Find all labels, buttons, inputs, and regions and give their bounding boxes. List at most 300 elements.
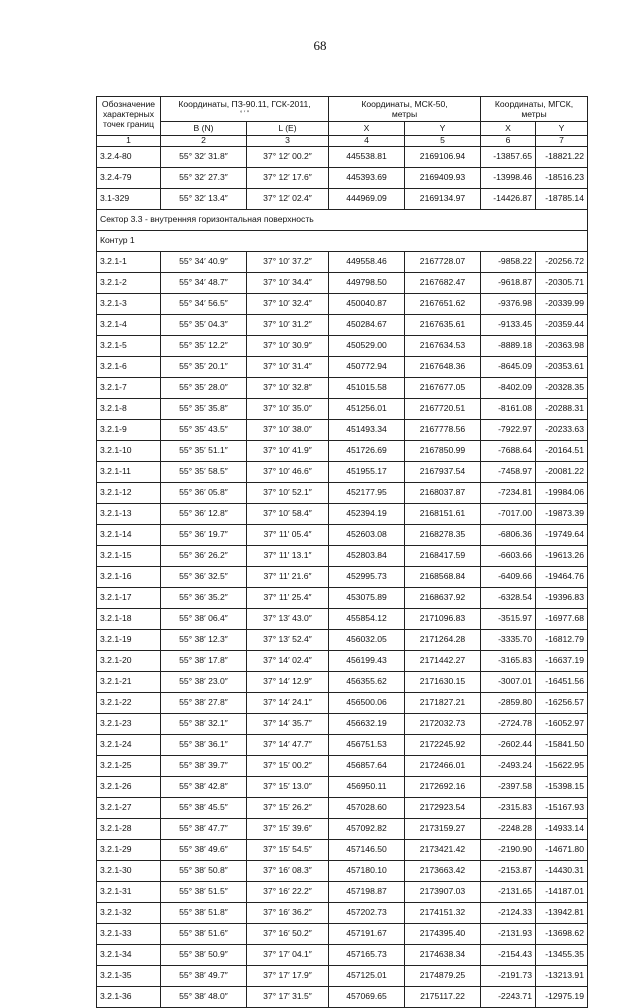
msk-x-cell: 450284.67 [329,314,405,335]
longitude-cell: 37° 12′ 00.2″ [247,146,329,167]
msk-x-cell: 452177.95 [329,482,405,503]
mgsk-y-cell: -16977.68 [536,608,588,629]
table-row [97,713,588,734]
mgsk-x-cell: -3335.70 [481,629,536,650]
mgsk-x-cell: -8889.18 [481,335,536,356]
msk-x-cell: 451493.34 [329,419,405,440]
latitude-cell: 55° 38′ 45.5″ [161,797,247,818]
mgsk-y-cell: -20305.71 [536,272,588,293]
mgsk-x-cell: -8645.09 [481,356,536,377]
mgsk-x-cell: -7922.97 [481,419,536,440]
table-row [97,251,588,272]
mgsk-y-cell: -19613.26 [536,545,588,566]
mgsk-y-cell: -19873.39 [536,503,588,524]
header-pz90 [161,97,329,122]
mgsk-x-cell: -3515.97 [481,608,536,629]
longitude-cell: 37° 12′ 17.6″ [247,167,329,188]
msk-x-cell: 457028.60 [329,797,405,818]
mgsk-x-cell: -2124.33 [481,902,536,923]
mgsk-y-cell: -14430.31 [536,860,588,881]
mgsk-y-cell: -12975.19 [536,986,588,1007]
msk-x-cell: 452394.19 [329,503,405,524]
mgsk-x-cell: -6409.66 [481,566,536,587]
msk-y-cell: 2175117.22 [405,986,481,1007]
header-msk50 [329,97,481,122]
header-pz-units: ° ′ ″ [240,111,249,117]
latitude-cell: 55° 38′ 36.1″ [161,734,247,755]
point-id-cell: 3.2.1-10 [97,440,161,461]
longitude-cell: 37° 14′ 02.4″ [247,650,329,671]
table-row [97,965,588,986]
msk-y-cell: 2168637.92 [405,587,481,608]
msk-y-cell: 2167635.61 [405,314,481,335]
msk-x-cell: 451256.01 [329,398,405,419]
header-col-b: B (N) [161,122,247,136]
mgsk-x-cell: -2315.83 [481,797,536,818]
point-id-cell: 3.2.1-32 [97,902,161,923]
mgsk-x-cell: -2131.65 [481,881,536,902]
mgsk-y-cell: -15167.93 [536,797,588,818]
longitude-cell: 37° 14′ 24.1″ [247,692,329,713]
point-id-cell: 3.2.4-79 [97,167,161,188]
point-id-cell: 3.2.1-15 [97,545,161,566]
table-row [97,188,588,209]
msk-y-cell: 2173159.27 [405,818,481,839]
longitude-cell: 37° 15′ 13.0″ [247,776,329,797]
longitude-cell: 37° 10′ 32.4″ [247,293,329,314]
latitude-cell: 55° 38′ 50.8″ [161,860,247,881]
mgsk-y-cell: -15841.50 [536,734,588,755]
longitude-cell: 37° 10′ 38.0″ [247,419,329,440]
point-id-cell: 3.2.1-4 [97,314,161,335]
mgsk-y-cell: -20081.22 [536,461,588,482]
mgsk-y-cell: -19396.83 [536,587,588,608]
point-id-cell: 3.2.1-29 [97,839,161,860]
table-row [97,272,588,293]
latitude-cell: 55° 32′ 27.3″ [161,167,247,188]
latitude-cell: 55° 38′ 27.8″ [161,692,247,713]
latitude-cell: 55° 32′ 13.4″ [161,188,247,209]
longitude-cell: 37° 13′ 43.0″ [247,608,329,629]
mgsk-x-cell: -13857.65 [481,146,536,167]
msk-y-cell: 2172032.73 [405,713,481,734]
header-msk-line: Координаты, МСК-50, [361,99,448,109]
mgsk-x-cell: -2397.58 [481,776,536,797]
header-col-x1: X [329,122,405,136]
longitude-cell: 37° 10′ 30.9″ [247,335,329,356]
latitude-cell: 55° 38′ 50.9″ [161,944,247,965]
mgsk-y-cell: -15622.95 [536,755,588,776]
msk-x-cell: 457146.50 [329,839,405,860]
table-row [97,356,588,377]
msk-x-cell: 456500.06 [329,692,405,713]
msk-y-cell: 2174395.40 [405,923,481,944]
latitude-cell: 55° 35′ 04.3″ [161,314,247,335]
latitude-cell: 55° 35′ 51.1″ [161,440,247,461]
table-row [97,461,588,482]
msk-x-cell: 455854.12 [329,608,405,629]
table-row [97,545,588,566]
longitude-cell: 37° 10′ 31.4″ [247,356,329,377]
msk-x-cell: 450772.94 [329,356,405,377]
longitude-cell: 37° 15′ 26.2″ [247,797,329,818]
table-row [97,734,588,755]
header-pz-line: Координаты, ПЗ-90.11, ГСК-2011, [178,99,311,109]
latitude-cell: 55° 38′ 49.6″ [161,839,247,860]
latitude-cell: 55° 34′ 48.7″ [161,272,247,293]
msk-x-cell: 453075.89 [329,587,405,608]
mgsk-x-cell: -2243.71 [481,986,536,1007]
mgsk-x-cell: -2153.87 [481,860,536,881]
header-col-l: L (E) [247,122,329,136]
msk-x-cell: 457165.73 [329,944,405,965]
msk-x-cell: 451015.58 [329,377,405,398]
msk-y-cell: 2167937.54 [405,461,481,482]
point-id-cell: 3.2.1-17 [97,587,161,608]
msk-y-cell: 2174638.34 [405,944,481,965]
longitude-cell: 37° 17′ 17.9″ [247,965,329,986]
longitude-cell: 37° 16′ 50.2″ [247,923,329,944]
column-number: 7 [536,135,588,146]
point-id-cell: 3.2.1-33 [97,923,161,944]
mgsk-y-cell: -20328.35 [536,377,588,398]
point-id-cell: 3.2.1-31 [97,881,161,902]
latitude-cell: 55° 36′ 05.8″ [161,482,247,503]
point-id-cell: 3.2.1-30 [97,860,161,881]
msk-x-cell: 452995.73 [329,566,405,587]
longitude-cell: 37° 16′ 36.2″ [247,902,329,923]
mgsk-y-cell: -14933.14 [536,818,588,839]
table-row [97,524,588,545]
msk-y-cell: 2172923.54 [405,797,481,818]
msk-x-cell: 452803.84 [329,545,405,566]
table-row [97,503,588,524]
msk-y-cell: 2167778.56 [405,419,481,440]
msk-y-cell: 2167648.36 [405,356,481,377]
table-row [97,608,588,629]
msk-x-cell: 445538.81 [329,146,405,167]
mgsk-y-cell: -20363.98 [536,335,588,356]
latitude-cell: 55° 35′ 12.2″ [161,335,247,356]
longitude-cell: 37° 10′ 35.0″ [247,398,329,419]
msk-y-cell: 2168568.84 [405,566,481,587]
point-id-cell: 3.2.1-36 [97,986,161,1007]
point-id-cell: 3.1-329 [97,188,161,209]
column-number: 4 [329,135,405,146]
table-row [97,377,588,398]
column-number: 3 [247,135,329,146]
mgsk-x-cell: -2191.73 [481,965,536,986]
mgsk-x-cell: -7688.64 [481,440,536,461]
msk-y-cell: 2169409.93 [405,167,481,188]
point-id-cell: 3.2.1-21 [97,671,161,692]
msk-x-cell: 452603.08 [329,524,405,545]
latitude-cell: 55° 38′ 17.8″ [161,650,247,671]
point-id-cell: 3.2.1-23 [97,713,161,734]
mgsk-x-cell: -14426.87 [481,188,536,209]
msk-y-cell: 2174879.25 [405,965,481,986]
latitude-cell: 55° 38′ 39.7″ [161,755,247,776]
msk-y-cell: 2168037.87 [405,482,481,503]
point-id-cell: 3.2.1-14 [97,524,161,545]
mgsk-y-cell: -16637.19 [536,650,588,671]
msk-y-cell: 2173907.03 [405,881,481,902]
latitude-cell: 55° 38′ 23.0″ [161,671,247,692]
table-row [97,839,588,860]
table-row [97,587,588,608]
column-number: 1 [97,135,161,146]
point-id-cell: 3.2.1-1 [97,251,161,272]
point-id-cell: 3.2.1-28 [97,818,161,839]
mgsk-y-cell: -20353.61 [536,356,588,377]
latitude-cell: 55° 38′ 51.6″ [161,923,247,944]
table-row [97,440,588,461]
subheader-row [97,122,588,136]
msk-y-cell: 2171264.28 [405,629,481,650]
mgsk-x-cell: -3007.01 [481,671,536,692]
latitude-cell: 55° 38′ 47.7″ [161,818,247,839]
msk-x-cell: 456857.64 [329,755,405,776]
table-row [97,398,588,419]
table-row [97,629,588,650]
point-id-cell: 3.2.1-20 [97,650,161,671]
msk-y-cell: 2167720.51 [405,398,481,419]
longitude-cell: 37° 14′ 35.7″ [247,713,329,734]
point-id-cell: 3.2.1-2 [97,272,161,293]
column-number: 6 [481,135,536,146]
contour-title: Контур 1 [97,230,588,251]
header-point-line: Обозначение [101,99,156,109]
latitude-cell: 55° 38′ 51.5″ [161,881,247,902]
msk-x-cell: 457191.67 [329,923,405,944]
mgsk-y-cell: -14671.80 [536,839,588,860]
msk-y-cell: 2167634.53 [405,335,481,356]
point-id-cell: 3.2.1-27 [97,797,161,818]
point-id-cell: 3.2.1-26 [97,776,161,797]
latitude-cell: 55° 36′ 19.7″ [161,524,247,545]
msk-y-cell: 2168151.61 [405,503,481,524]
latitude-cell: 55° 35′ 43.5″ [161,419,247,440]
table-row [97,167,588,188]
msk-y-cell: 2172692.16 [405,776,481,797]
msk-y-cell: 2171630.15 [405,671,481,692]
column-number: 2 [161,135,247,146]
msk-y-cell: 2167651.62 [405,293,481,314]
longitude-cell: 37° 15′ 39.6″ [247,818,329,839]
msk-y-cell: 2171096.83 [405,608,481,629]
msk-y-cell: 2171827.21 [405,692,481,713]
header-point-line: точек границ [103,119,154,129]
msk-x-cell: 449558.46 [329,251,405,272]
mgsk-x-cell: -2154.43 [481,944,536,965]
mgsk-x-cell: -9618.87 [481,272,536,293]
point-id-cell: 3.2.1-5 [97,335,161,356]
header-col-y1: Y [405,122,481,136]
point-id-cell: 3.2.1-24 [97,734,161,755]
latitude-cell: 55° 38′ 51.8″ [161,902,247,923]
longitude-cell: 37° 10′ 37.2″ [247,251,329,272]
latitude-cell: 55° 38′ 48.0″ [161,986,247,1007]
point-id-cell: 3.2.1-3 [97,293,161,314]
point-id-cell: 3.2.1-22 [97,692,161,713]
longitude-cell: 37° 14′ 47.7″ [247,734,329,755]
msk-y-cell: 2172245.92 [405,734,481,755]
longitude-cell: 37° 12′ 02.4″ [247,188,329,209]
header-point-line: характерных [102,109,154,119]
msk-y-cell: 2167682.47 [405,272,481,293]
latitude-cell: 55° 35′ 28.0″ [161,377,247,398]
mgsk-x-cell: -3165.83 [481,650,536,671]
mgsk-x-cell: -2724.78 [481,713,536,734]
longitude-cell: 37° 14′ 12.9″ [247,671,329,692]
msk-y-cell: 2168417.59 [405,545,481,566]
msk-y-cell: 2168278.35 [405,524,481,545]
mgsk-x-cell: -2602.44 [481,734,536,755]
mgsk-x-cell: -9376.98 [481,293,536,314]
longitude-cell: 37° 10′ 58.4″ [247,503,329,524]
header-row [97,97,588,122]
msk-y-cell: 2169134.97 [405,188,481,209]
msk-x-cell: 451955.17 [329,461,405,482]
header-mgsk-line: Координаты, МГСК, [494,99,574,109]
table-row [97,755,588,776]
mgsk-x-cell: -8161.08 [481,398,536,419]
mgsk-x-cell: -2190.90 [481,839,536,860]
mgsk-x-cell: -13998.46 [481,167,536,188]
point-id-cell: 3.2.1-12 [97,482,161,503]
table-row [97,692,588,713]
table-row [97,902,588,923]
msk-x-cell: 456632.19 [329,713,405,734]
point-id-cell: 3.2.1-11 [97,461,161,482]
msk-x-cell: 457092.82 [329,818,405,839]
header-mgsk-line: метры [521,109,547,119]
page-number: 68 [313,38,327,53]
sector-title: Сектор 3.3 - внутренняя горизонтальная поверхность [97,209,588,230]
msk-x-cell: 457125.01 [329,965,405,986]
mgsk-y-cell: -20288.31 [536,398,588,419]
mgsk-y-cell: -20164.51 [536,440,588,461]
table-row [97,419,588,440]
header-point-label [97,97,161,136]
mgsk-y-cell: -13213.91 [536,965,588,986]
msk-y-cell: 2174151.32 [405,902,481,923]
mgsk-y-cell: -13455.35 [536,944,588,965]
table-row [97,671,588,692]
longitude-cell: 37° 16′ 08.3″ [247,860,329,881]
contour-title-row [97,230,588,251]
longitude-cell: 37° 10′ 34.4″ [247,272,329,293]
point-id-cell: 3.2.1-34 [97,944,161,965]
point-id-cell: 3.2.1-25 [97,755,161,776]
latitude-cell: 55° 38′ 06.4″ [161,608,247,629]
latitude-cell: 55° 35′ 35.8″ [161,398,247,419]
msk-y-cell: 2167850.99 [405,440,481,461]
latitude-cell: 55° 32′ 31.8″ [161,146,247,167]
table-row [97,944,588,965]
latitude-cell: 55° 38′ 12.3″ [161,629,247,650]
msk-y-cell: 2173663.42 [405,860,481,881]
point-id-cell: 3.2.1-19 [97,629,161,650]
mgsk-y-cell: -15398.15 [536,776,588,797]
longitude-cell: 37° 11′ 25.4″ [247,587,329,608]
msk-x-cell: 456199.43 [329,650,405,671]
latitude-cell: 55° 38′ 49.7″ [161,965,247,986]
longitude-cell: 37° 10′ 31.2″ [247,314,329,335]
msk-x-cell: 457180.10 [329,860,405,881]
msk-x-cell: 457069.65 [329,986,405,1007]
mgsk-x-cell: -9133.45 [481,314,536,335]
longitude-cell: 37° 15′ 54.5″ [247,839,329,860]
longitude-cell: 37° 10′ 52.1″ [247,482,329,503]
latitude-cell: 55° 35′ 58.5″ [161,461,247,482]
mgsk-x-cell: -6328.54 [481,587,536,608]
table-row [97,293,588,314]
longitude-cell: 37° 17′ 04.1″ [247,944,329,965]
msk-x-cell: 444969.09 [329,188,405,209]
table-row [97,986,588,1007]
mgsk-x-cell: -2248.28 [481,818,536,839]
point-id-cell: 3.2.1-8 [97,398,161,419]
mgsk-x-cell: -2493.24 [481,755,536,776]
mgsk-x-cell: -7458.97 [481,461,536,482]
latitude-cell: 55° 36′ 26.2″ [161,545,247,566]
point-id-cell: 3.2.1-16 [97,566,161,587]
msk-y-cell: 2171442.27 [405,650,481,671]
table-row [97,923,588,944]
mgsk-x-cell: -7017.00 [481,503,536,524]
mgsk-y-cell: -19749.64 [536,524,588,545]
mgsk-y-cell: -18516.23 [536,167,588,188]
table-row [97,881,588,902]
point-id-cell: 3.2.1-35 [97,965,161,986]
longitude-cell: 37° 17′ 31.5″ [247,986,329,1007]
msk-x-cell: 449798.50 [329,272,405,293]
table-row [97,146,588,167]
longitude-cell: 37° 16′ 22.2″ [247,881,329,902]
mgsk-x-cell: -2131.93 [481,923,536,944]
mgsk-y-cell: -19464.76 [536,566,588,587]
header-msk-line: метры [391,109,418,119]
msk-x-cell: 457198.87 [329,881,405,902]
header-col-y2: Y [536,122,588,136]
msk-x-cell: 451726.69 [329,440,405,461]
mgsk-y-cell: -20233.63 [536,419,588,440]
msk-y-cell: 2167728.07 [405,251,481,272]
msk-x-cell: 457202.73 [329,902,405,923]
mgsk-y-cell: -14187.01 [536,881,588,902]
table-row [97,566,588,587]
header-mgsk [481,97,588,122]
msk-x-cell: 456950.11 [329,776,405,797]
point-id-cell: 3.2.1-9 [97,419,161,440]
coordinates-table [96,96,588,1008]
msk-x-cell: 450529.00 [329,335,405,356]
msk-x-cell: 456355.62 [329,671,405,692]
header-col-x2: X [481,122,536,136]
table-row [97,776,588,797]
mgsk-x-cell: -8402.09 [481,377,536,398]
table-row [97,335,588,356]
mgsk-y-cell: -13942.81 [536,902,588,923]
longitude-cell: 37° 10′ 32.8″ [247,377,329,398]
longitude-cell: 37° 10′ 46.6″ [247,461,329,482]
latitude-cell: 55° 36′ 35.2″ [161,587,247,608]
point-id-cell: 3.2.1-18 [97,608,161,629]
msk-x-cell: 456032.05 [329,629,405,650]
mgsk-y-cell: -16052.97 [536,713,588,734]
longitude-cell: 37° 15′ 00.2″ [247,755,329,776]
